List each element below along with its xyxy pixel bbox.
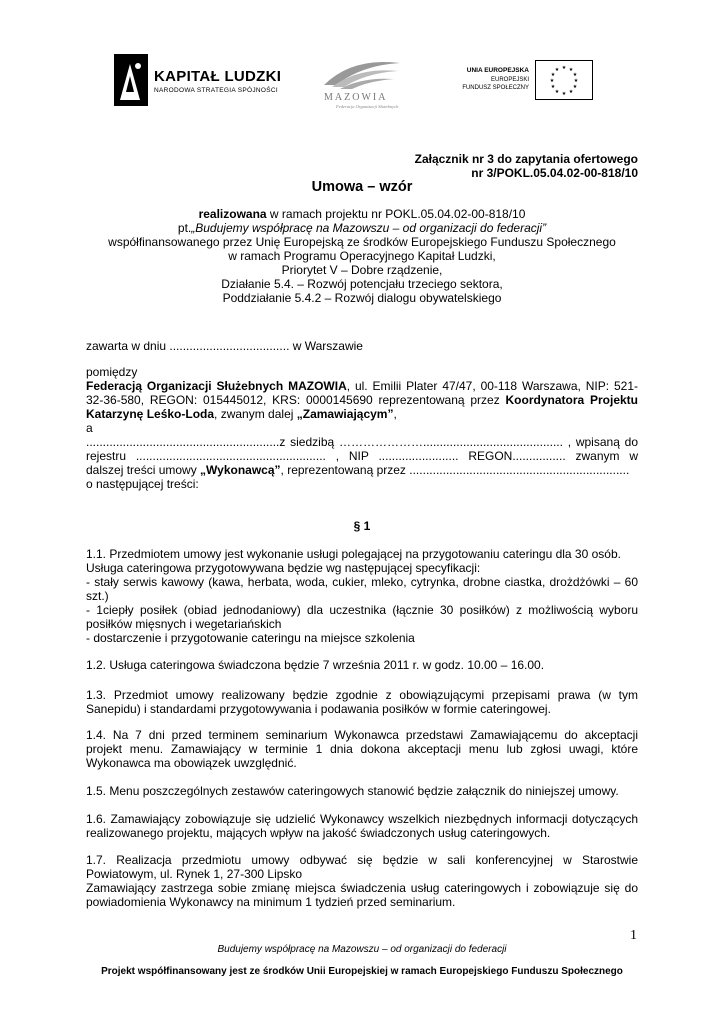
p14-line2: projekt menu. Zamawiający w terminie 1 dnia dokona akceptacji menu lub zgłosi uwagi, które [86, 742, 638, 756]
party1-representative-role: Koordynatora Projektu [505, 393, 638, 407]
party1-representative: Katarzynę Leśko-Loda [86, 407, 215, 421]
eu-flag-icon [535, 60, 593, 100]
svg-text:★: ★ [568, 67, 574, 73]
section-mark: § 1 [353, 519, 371, 533]
concluded-line: zawarta w dniu .................................... w Warszawie [86, 339, 363, 353]
party2-line3-a: dalszej treści umowy [86, 463, 201, 477]
p14-line1: 1.4. Na 7 dni przed terminem seminarium Wykonawca przedstawi Zamawiającemu do akceptacji [86, 728, 638, 742]
svg-text:★: ★ [554, 89, 560, 95]
p11-line4: szt.) [86, 589, 109, 603]
p11-line3: - stały serwis kawowy (kawa, herbata, woda, cukier, mleko, cytrynka, drobne ciastka, drożdżówki – 60 [86, 575, 638, 589]
p16-line2: realizowanego projektu, mających wpływ na jakość świadczonych usług cateringowych. [86, 826, 551, 840]
party1-line1 [86, 379, 638, 393]
footer-project-name: Budujemy współpracę na Mazowszu – od organizacji do federacji [217, 944, 507, 955]
document-title: Umowa – wzór [311, 179, 413, 195]
party2-line2: rejestru ......................................................... , NIP ........................ REGON................ zwanym w [86, 449, 638, 463]
ue-line2: EUROPEJSKI [490, 76, 529, 83]
intro-line3: współfinansowanego przez Unię Europejską ze środków Europejskiego Funduszu Społecznego [108, 235, 616, 249]
svg-text:★: ★ [549, 78, 555, 84]
p13-line1: 1.3. Przedmiot umowy realizowany będzie zgodnie z obowiązującymi przepisami prawa (w tym [86, 688, 638, 702]
party2-line3 [86, 463, 629, 477]
intro-line7: Poddziałanie 5.4.2 – Rozwój dialogu obywatelskiego [222, 291, 502, 305]
p15-line: 1.5. Menu poszczególnych zestawów cateringowych stanowić będzie załącznik do niniejszej umowy. [86, 784, 619, 798]
svg-text:★: ★ [550, 72, 556, 78]
ue-line1: UNIA EUROPEJSKA [466, 67, 529, 74]
mazowia-emblem-icon [322, 55, 402, 93]
attachment-line1: Załącznik nr 3 do zapytania ofertowego [414, 152, 638, 166]
intro-line6: Działanie 5.4. – Rozwój potencjału trzeciego sektora, [221, 277, 503, 291]
intro-line1 [0, 207, 724, 221]
svg-text:★: ★ [572, 72, 578, 78]
mazowia-logo [300, 55, 430, 113]
svg-text:★: ★ [561, 91, 567, 97]
p11-line6: posiłków mięsnych i wegetariańskich [86, 617, 282, 631]
p17-line2: Powiatowym, ul. Rynek 1, 27-300 Lipsko [86, 867, 303, 881]
party1-ids: 32-36-580, REGON: 015445012, KRS: 0000145690 reprezentowaną przez [86, 393, 506, 407]
and-label: a [86, 421, 93, 435]
party1-line2 [86, 393, 638, 407]
intro-line2 [0, 221, 724, 235]
kapital-ludzki-emblem-icon [110, 52, 150, 108]
svg-text:★: ★ [568, 89, 574, 95]
p12-line: 1.2. Usługa cateringowa świadczona będzie 7 września 2011 r. w godz. 10.00 – 16.00. [86, 658, 545, 672]
between-label: pomiędzy [86, 365, 138, 379]
party1-name: Federacją Organizacji Służebnych MAZOWIA [86, 379, 347, 393]
p17-line4: powiadomienia Wykonawcy na minimum 1 tydzień przed seminarium. [86, 895, 456, 909]
mazowia-title: MAZOWIA [324, 92, 388, 103]
p16-line1: 1.6. Zamawiający zobowiązuje się udzielić Wykonawcy wszelkich niezbędnych informacji dotyczących [86, 812, 638, 826]
p11-line7: - dostarczenie i przygotowanie cateringu na miejsce szkolenia [86, 631, 415, 645]
intro-line4: w ramach Programu Operacyjnego Kapitał Ludzki, [228, 249, 496, 263]
page-number: 1 [630, 928, 637, 943]
p11-line1: 1.1. Przedmiotem umowy jest wykonanie usługi polegającej na przygotowaniu cateringu dla 30 osób. [86, 547, 621, 561]
p14-line3: Wykonawca ma obowiązek uwzględnić. [86, 756, 297, 770]
svg-text:★: ★ [554, 67, 560, 73]
kapital-ludzki-logo [110, 52, 310, 108]
party1-alias: „Zamawiającym” [296, 407, 394, 421]
kapital-ludzki-subtitle: NARODOWA STRATEGIA SPÓJNOŚCI [154, 87, 278, 94]
svg-text:★: ★ [561, 65, 567, 71]
mazowia-subtitle: Federacja Organizacji Służebnych [336, 104, 399, 109]
party1-line3 [86, 407, 397, 421]
svg-text:★: ★ [550, 84, 556, 90]
p17-line3: Zamawiający zastrzega sobie zmianę miejsca świadczenia usług cateringowych i zobowiązuje się do [86, 881, 638, 895]
party2-line4: o następującej treści: [86, 477, 199, 491]
intro-line5: Priorytet V – Dobre rządzenie, [281, 263, 443, 277]
intro-line1-rest: w ramach projektu nr POKL.05.04.02-00-818/10 [266, 207, 526, 221]
ue-line3: FUNDUSZ SPOŁECZNY [462, 85, 529, 91]
svg-text:★: ★ [573, 78, 579, 84]
kapital-ludzki-title: KAPITAŁ LUDZKI [154, 68, 282, 85]
intro-realizowana: realizowana [198, 207, 267, 221]
ue-logo-text [419, 67, 529, 93]
party1-line3-end: , [393, 407, 397, 421]
party2-alias: „Wykonawcą” [200, 463, 281, 477]
footer-funding-note: Projekt współfinansowany jest ze środków Unii Europejskiej w ramach Europejskiego Funduszu Społecznego [101, 966, 623, 977]
p11-line5: - 1ciepły posiłek (obiad jednodaniowy) dla uczestnika (łącznie 30 posiłków) z możliwością wyboru [86, 603, 638, 617]
intro-line2-prefix: pt. [177, 221, 192, 235]
attachment-line2: nr 3/POKL.05.04.02-00-818/10 [471, 166, 638, 180]
party2-line1: ..........................................................z siedzibą ………………….......................................... , wpisaną do [86, 435, 638, 449]
svg-text:★: ★ [572, 84, 578, 90]
p11-line2: Usługa cateringowa przygotowywana będzie wg następującej specyfikacji: [86, 561, 481, 575]
project-name: „Budujemy współpracę na Mazowszu – od organizacji do federacji” [191, 221, 547, 235]
party2-line3-b: , reprezentowaną przez .................................................................. [280, 463, 630, 477]
party1-line3-mid: , zwanym dalej [214, 407, 297, 421]
p17-line1: 1.7. Realizacja przedmiotu umowy odbywać się będzie w sali konferencyjnej w Starostwie [86, 853, 638, 867]
party1-address: , ul. Emilii Plater 47/47, 00-118 Warszawa, NIP: 521- [346, 379, 638, 393]
p13-line2: Sanepidu) i standardami przygotowywania i podawania posiłków w formie cateringowej. [86, 702, 551, 716]
